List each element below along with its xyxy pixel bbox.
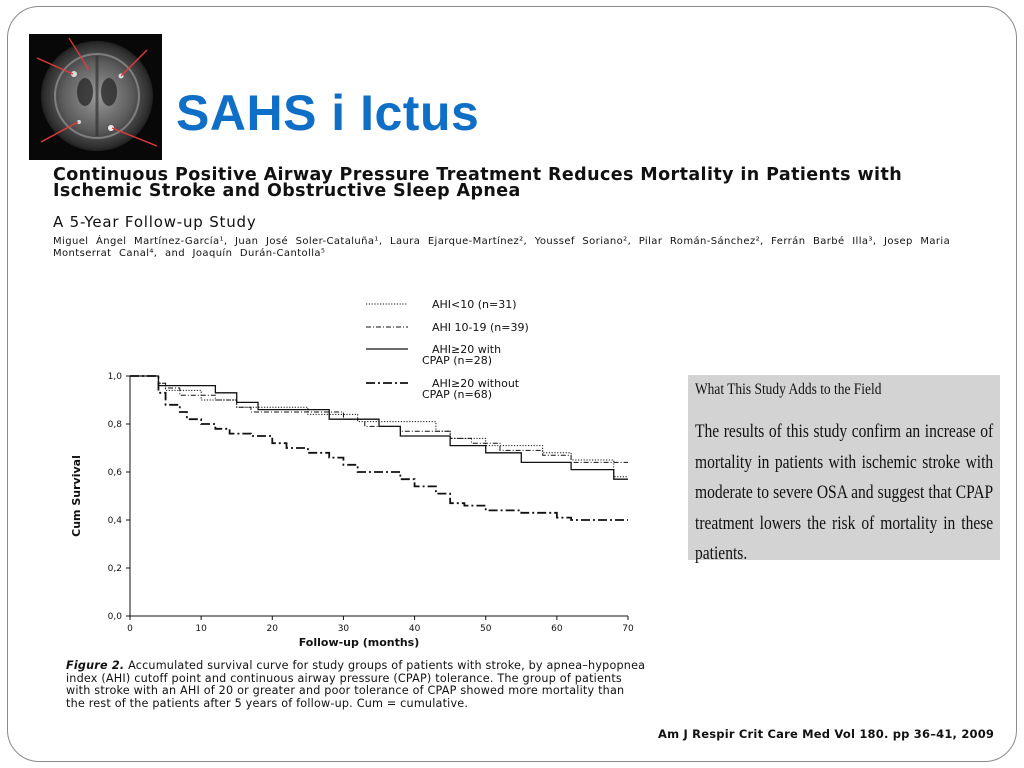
x-tick-label: 0 [127,624,133,634]
x-tick-label: 60 [551,624,563,634]
y-tick-label: 0,6 [107,468,122,478]
chart-legend [366,298,529,401]
legend-entry: AHI<10 (n=31) [432,298,517,311]
survival-curve-line [130,376,628,479]
figure-caption [66,660,646,710]
chart-axes [70,372,634,649]
y-tick-label: 0,2 [107,564,122,574]
y-tick-label: 1,0 [107,372,122,382]
figure-caption-label: Figure 2. [66,659,125,672]
legend-entry: AHI≥20 without CPAP (n=68) [422,377,520,401]
x-tick-label: 40 [408,624,421,634]
x-tick-label: 20 [266,624,279,634]
x-axis-label: Follow-up (months) [298,636,420,649]
paper-subtitle: A 5-Year Follow-up Study [53,213,257,231]
y-tick-label: 0,8 [107,420,122,430]
y-tick-label: 0,0 [107,612,122,622]
study-summary-body: The results of this study confirm an increase of mortality in patients with ischemic stroke with moderate to severe OSA and suggest that CPAP treatment lowers the risk of mortality in these patients. [695,422,994,564]
legend-entry: AHI 10-19 (n=39) [432,321,529,334]
survival-curve-line [130,376,628,520]
paper-authors: Miguel Ángel Martínez-García¹, Juan José Soler-Cataluña¹, Laura Ejarque-Martínez², Youssef Soriano², Pilar Román-Sánchez², Ferrán Barbé Illa³, Josep Maria Montserrat Canal⁴, and Joaquín Durán-Cantolla⁵ [53,236,951,259]
figure-caption-text: Accumulated survival curve for study groups of patients with stroke, by apnea–hypopnea index (AHI) cutoff point and continuous airway pressure (CPAP) tolerance. The group of patients with stroke with an AHI of 20 or greater and poor tolerance of CPAP showed more mortality than the rest of the patients after 5 years of follow-up. Cum = cumulative. [66,659,646,710]
chart-series [130,376,628,520]
x-tick-label: 50 [479,624,492,634]
x-tick-label: 70 [622,624,634,634]
journal-citation: Am J Respir Crit Care Med Vol 180. pp 36–41, 2009 [658,727,995,741]
y-tick-label: 0,4 [107,516,122,526]
y-axis-label: Cum Survival [70,455,83,537]
study-summary-box [688,375,1000,564]
x-tick-label: 10 [195,624,207,634]
x-tick-label: 30 [337,624,350,634]
study-summary-heading: What This Study Adds to the Field [695,381,882,398]
legend-entry: AHI≥20 with CPAP (n=28) [422,343,502,367]
paper-title: Continuous Positive Airway Pressure Treatment Reduces Mortality in Patients with Ischemic Stroke and Obstructive Sleep Apnea [53,165,903,201]
slide-title: SAHS i Ictus [176,85,480,141]
